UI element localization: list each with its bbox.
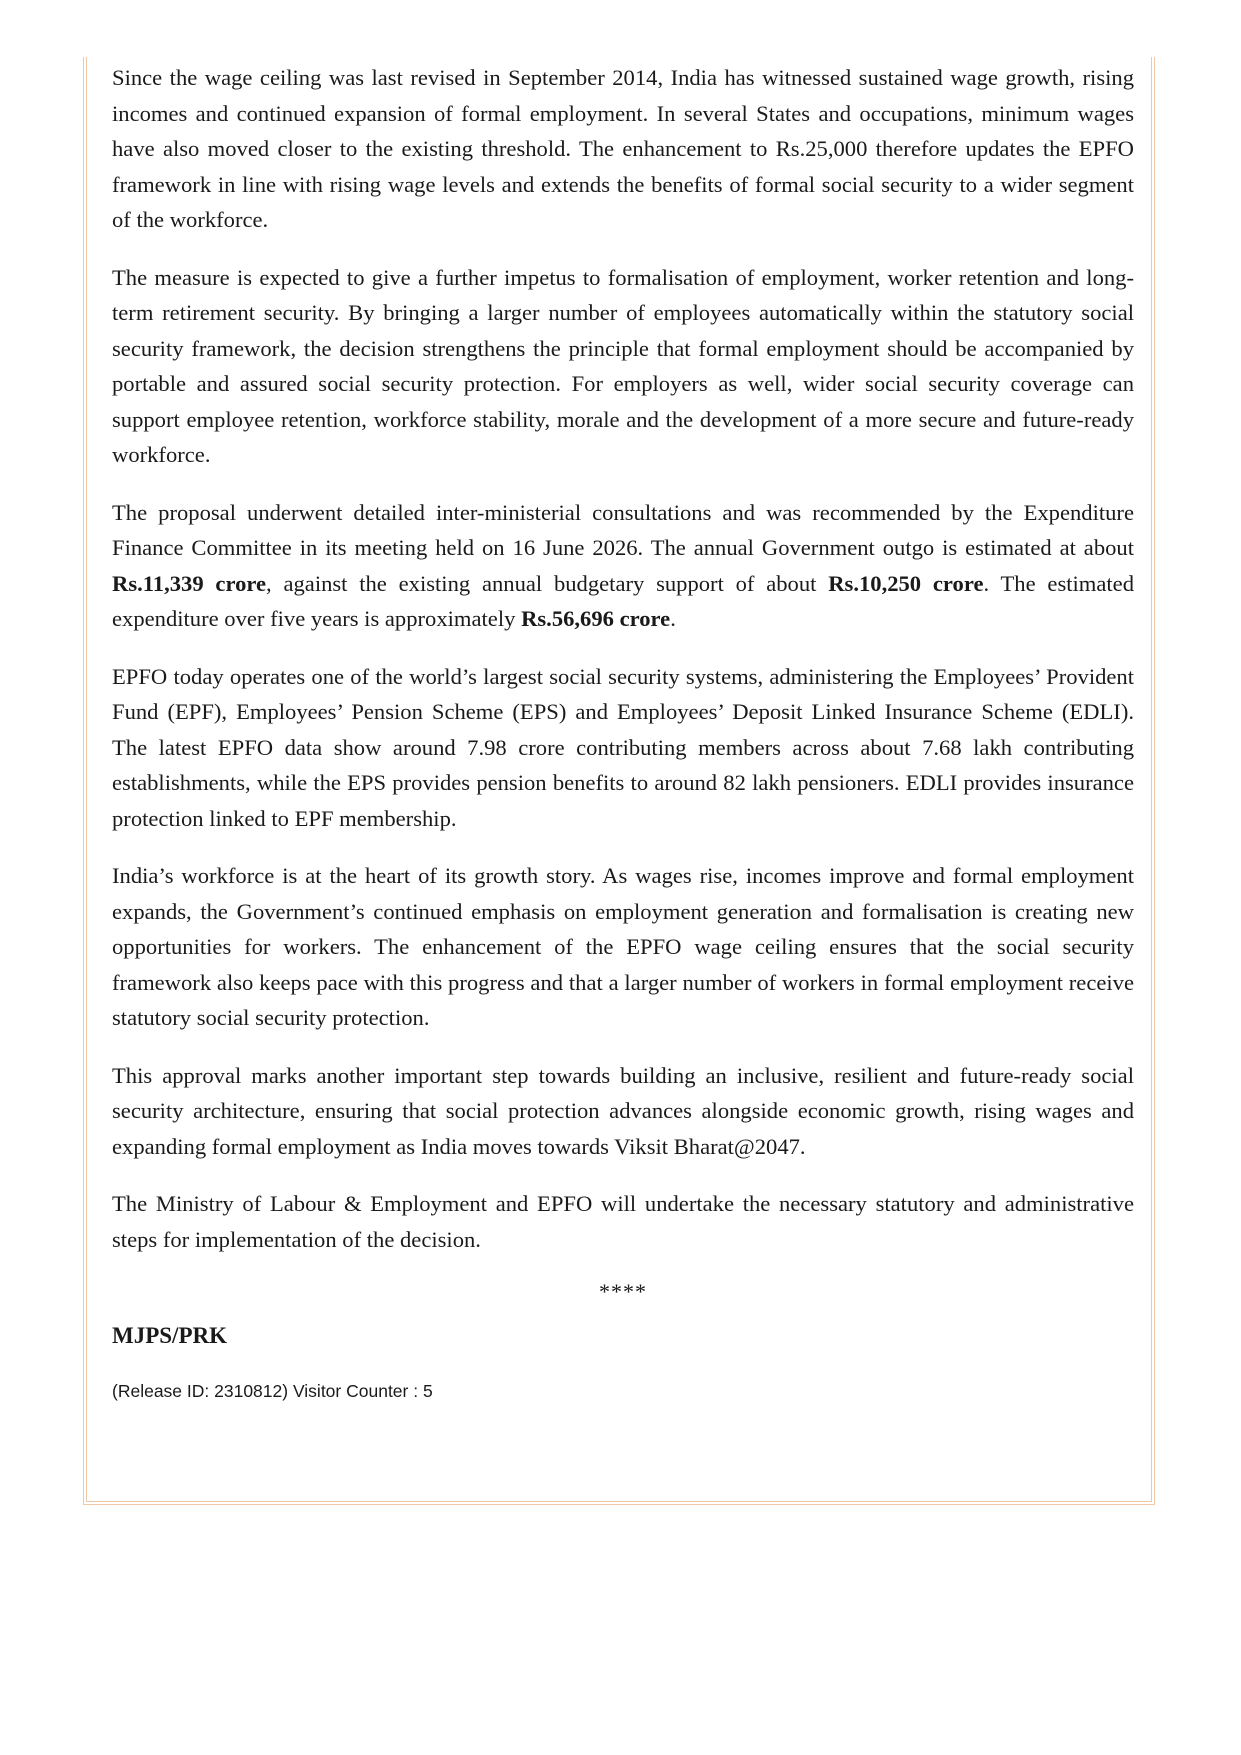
body-paragraph <box>112 60 1134 238</box>
body-paragraph <box>112 260 1134 473</box>
paragraph-text: The measure is expected to give a further impetus to formalisation of employment, worker retention and long-term retirement security. By bringing a larger number of employees automatically within the statutory social security framework, the decision strengthens the principle that formal employment should be accompanied by portable and assured social security protection. For employers as well, wider social security coverage can support employee retention, workforce stability, morale and the development of a more secure and future-ready workforce. <box>112 264 1134 467</box>
body-paragraph <box>112 858 1134 1036</box>
body-paragraph <box>112 1058 1134 1165</box>
paragraph-list <box>112 60 1134 1257</box>
paragraph-text: India’s workforce is at the heart of its growth story. As wages rise, incomes improve and formal employment expands, the Government’s continued emphasis on employment generation and formalisation is creating new opportunities for workers. The enhancement of the EPFO wage ceiling ensures that the social security framework also keeps pace with this progress and that a larger number of workers in formal employment receive statutory social security protection. <box>112 863 1134 1030</box>
paragraph-text: This approval marks another important step towards building an inclusive, resilient and future-ready social security architecture, ensuring that social protection advances alongside economic growth, rising wages and expanding formal employment as India moves towards Viksit Bharat@2047. <box>112 1062 1134 1159</box>
paragraph-text: , against the existing annual budgetary support of about <box>266 570 829 596</box>
paragraph-text: Since the wage ceiling was last revised in September 2014, India has witnessed sustained wage growth, rising incomes and continued expansion of formal employment. In several States and occupations, minimum wages have also moved closer to the existing threshold. The enhancement to Rs.25,000 therefore updates the EPFO framework in line with rising wage levels and extends the benefits of formal social security to a wider segment of the workforce. <box>112 65 1134 232</box>
paragraph-text: The Ministry of Labour & Employment and EPFO will undertake the necessary statutory and administrative steps for implementation of the decision. <box>112 1191 1134 1252</box>
paragraph-text: . The estimated expenditure over five years is approximately <box>112 570 1134 631</box>
paragraph-text: EPFO today operates one of the world’s largest social security systems, administering the Employees’ Provident Fund (EPF), Employees’ Pension Scheme (EPS) and Employees’ Deposit Linked Insurance Scheme (EDLI). The latest EPFO data show around 7.98 crore contributing members across about 7.68 lakh contributing establishments, while the EPS provides pension benefits to around 82 lakh pensioners. EDLI provides insurance protection linked to EPF membership. <box>112 663 1134 831</box>
release-id-visitor-counter: (Release ID: 2310812) Visitor Counter : 5 <box>112 1381 433 1401</box>
press-release-body <box>112 60 1134 1402</box>
bold-amount-text: Rs.11,339 crore <box>112 570 267 596</box>
section-separator: **** <box>599 1279 647 1304</box>
bold-amount-text: Rs.56,696 crore <box>521 606 671 631</box>
paragraph-text: The proposal underwent detailed inter-ministerial consultations and was recommended by the Expenditure Finance Committee in its meeting held on 16 June 2026. The annual Government outgo is estimated at about <box>112 499 1134 560</box>
body-paragraph <box>112 1186 1134 1257</box>
body-paragraph <box>112 659 1134 837</box>
body-paragraph <box>112 495 1134 637</box>
author-initials: MJPS/PRK <box>112 1323 227 1348</box>
bold-amount-text: Rs.10,250 crore <box>828 570 984 596</box>
paragraph-text: . <box>670 606 676 631</box>
